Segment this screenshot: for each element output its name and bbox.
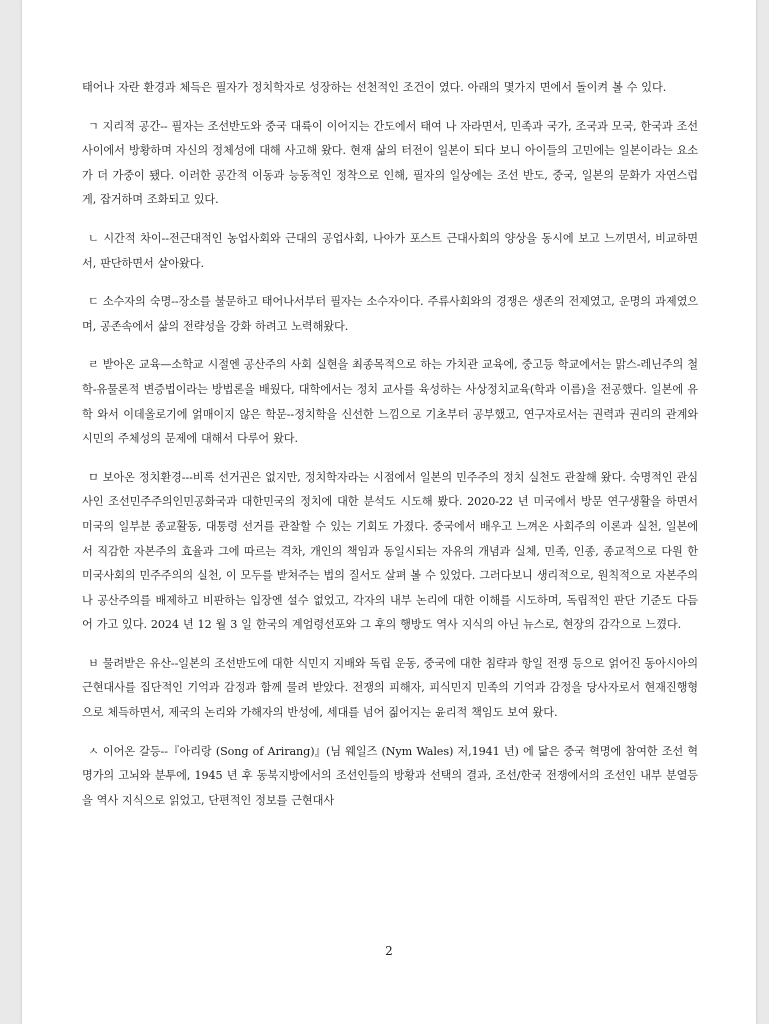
paragraph-education: ㄹ 받아온 교육—소학교 시절엔 공산주의 사회 실현을 최종목적으로 하는 가치관 교육에, 중고등 학교에서는 맑스-레닌주의 철학-유물론적 변증법이라는 방법론을 배웠다, 대학에서는 정치 교사를 육성하는 사상정치교육(학과 이름)을 전공했다. 일본에 유학 와서 이데올로기에 얽매이지 않은 학문--정치학을 신선한 느낌으로 기초부터 공부했고, 연구자로서는 권력과 권리의 관계와 시민의 주체성의 문제에 대해서 다루어 왔다. (82, 358, 698, 446)
paragraph-continued-conflict: ㅅ 이어온 갈등--『아리랑 (Song of Arirang)』(님 웨일즈 (Nym Wales) 저,1941 년) 에 닮은 중국 혁명에 참여한 조선 혁명가의 고뇌와 분투에, 1945 년 후 동북지방에서의 조선인들의 방황과 선택의 결과, 조선/한국 전쟁에서의 조선인 내부 분열등을 역사 지식으로 읽었고, 단편적인 정보를 근현대사 (82, 744, 698, 807)
page-number: 2 (385, 944, 393, 958)
paragraph-political-environment: ㅁ 보아온 정치환경---비록 선거권은 없지만, 정치학자라는 시점에서 일본의 민주주의 정치 실천도 관찰해 왔다. 숙명적인 관심사인 조선민주주의인민공화국과 대한민국의 정치에 대한 분석도 시도해 봤다. 2020-22 년 미국에서 방문 연구생활을 하면서 미국의 일부분 종교활동, 대통령 선거를 관찰할 수 있는 기회도 가졌다. 중국에서 배우고 느껴온 사회주의 이론과 실천, 일본에서 직감한 자본주의 효율과 그에 따르는 격차, 개인의 책임과 동일시되는 자유의 개념과 실체, 민족, 인종, 종교적으로 다원 한 미국사회의 민주주의의 실천, 이 모두를 받쳐주는 법의 질서도 살펴 볼 수 있었다. 그러다보니 생리적으로, 원칙적으로 자본주의나 공산주의를 배제하고 비판하는 입장엔 설수 없었고, 각자의 내부 논리에 대한 이해를 시도하며, 독립적인 판단 기준도 다듬어 가고 있다. 2024 년 12 월 3 일 한국의 계엄령선포와 그 후의 행방도 역사 지식의 아닌 뉴스로, 현장의 감각으로 느꼈다. (82, 470, 698, 632)
intro-paragraph: 태어나 자란 환경과 체득은 필자가 정치학자로 성장하는 선천적인 조건이 였다. 아래의 몇가지 면에서 돌이켜 볼 수 있다. (82, 81, 667, 94)
paragraph-temporal-difference: ㄴ 시간적 차이--전근대적인 농업사회와 근대의 공업사회, 나아가 포스트 근대사회의 양상을 동시에 보고 느끼면서, 비교하면서, 판단하면서 살아왔다. (82, 231, 698, 270)
paragraph-minority-fate: ㄷ 소수자의 숙명--장소를 불문하고 태어나서부터 필자는 소수자이다. 주류사회와의 경쟁은 생존의 전제였고, 운명의 과제였으며, 공존속에서 삶의 전략성을 강화 하려고 노력해왔다. (82, 295, 698, 333)
document-page (22, 0, 756, 1024)
document-body (82, 76, 698, 827)
paragraph-geographic-space: ㄱ 지리적 공간-- 필자는 조선반도와 중국 대륙이 이어지는 간도에서 태여 나 자라면서, 민족과 국가, 조국과 모국, 한국과 조선 사이에서 방황하며 자신의 정체성에 대해 사고해 왔다. 현재 삶의 터전이 일본이 되다 보니 아이들의 고민에는 일본이라는 요소가 더 가중이 됐다. 이러한 공간적 이동과 능동적인 정착으로 인해, 필자의 일상에는 조선 반도, 중국, 일본의 문화가 자연스럽게, 잡거하며 조화되고 있다. (82, 119, 698, 207)
paragraph-inherited-legacy: ㅂ 물려받은 유산--일본의 조선반도에 대한 식민지 지배와 독립 운동, 중국에 대한 침략과 항일 전쟁 등으로 얽어진 동아시아의 근현대사를 집단적인 기억과 감정과 함께 물려 받았다. 전쟁의 피해자, 피식민지 민족의 기억과 감정을 당사자로서 현재진행형으로 체득하면서, 제국의 논리와 가해자의 반성에, 세대를 넘어 짊어지는 윤리적 책임도 보여 왔다. (82, 656, 698, 720)
